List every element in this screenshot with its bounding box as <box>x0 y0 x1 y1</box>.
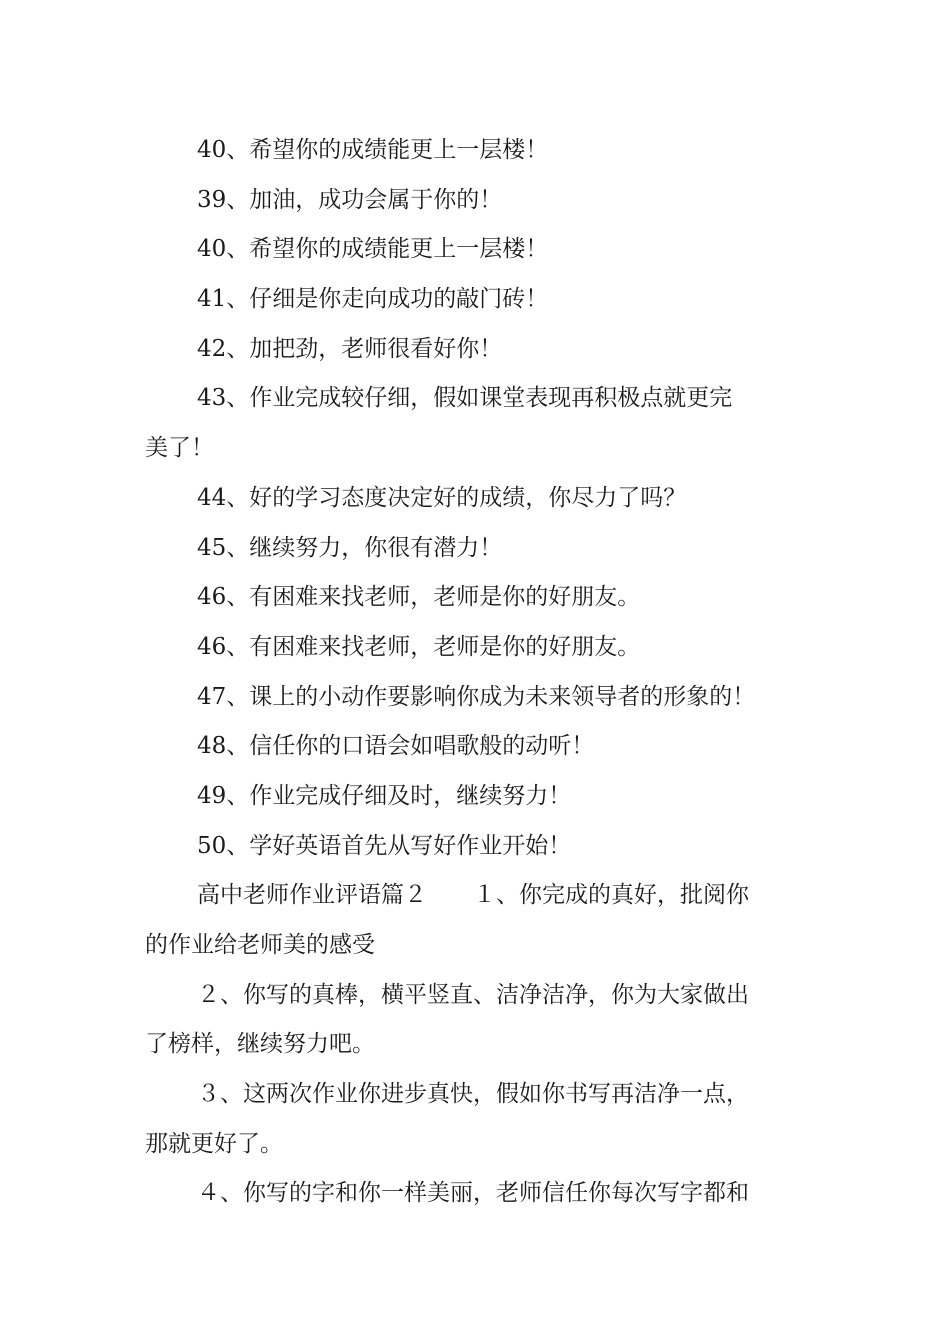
comment-line: 48、信任你的口语会如唱歌般的动听！ <box>197 733 595 760</box>
comment-line: 39、加油，成功会属于你的！ <box>197 186 503 213</box>
comment-line: 47、课上的小动作要影响你成为未来领导者的形象的！ <box>197 683 756 710</box>
comment-line: 45、继续努力，你很有潜力！ <box>197 534 503 561</box>
comment-line: ２、你写的真棒，横平竖直、洁净洁净，你为大家做出 <box>197 981 749 1008</box>
comment-line: 44、好的学习态度决定好的成绩，你尽力了吗？ <box>197 484 687 511</box>
comment-line: 50、学好英语首先从写好作业开始！ <box>197 832 572 859</box>
section-heading-line: 高中老师作业评语篇２ １、你完成的真好，批阅你 <box>197 882 749 909</box>
document-body <box>145 126 815 1219</box>
comment-line: 40、希望你的成绩能更上一层楼！ <box>197 137 549 163</box>
comment-line: ３、这两次作业你进步真快，假如你书写再洁净一点， <box>197 1081 749 1108</box>
comment-line: 40、希望你的成绩能更上一层楼！ <box>197 236 549 263</box>
comment-line-continuation: 的作业给老师美的感受 <box>145 932 375 958</box>
comment-line: ４、你写的字和你一样美丽，老师信任你每次写字都和 <box>197 1180 749 1207</box>
comment-line: 41、仔细是你走向成功的敲门砖！ <box>197 286 549 313</box>
comment-line: 46、有困难来找老师，老师是你的好朋友。 <box>197 584 641 611</box>
comment-line: 43、作业完成较仔细，假如课堂表现再积极点就更完 <box>197 385 733 412</box>
comment-line: 42、加把劲，老师很看好你！ <box>197 335 503 362</box>
comment-line-continuation: 美了！ <box>145 435 214 462</box>
comment-line-continuation: 了榜样，继续努力吧。 <box>145 1031 375 1058</box>
comment-line: 49、作业完成仔细及时，继续努力！ <box>197 782 572 809</box>
comment-line: 46、有困难来找老师，老师是你的好朋友。 <box>197 633 641 660</box>
comment-line-continuation: 那就更好了。 <box>145 1130 283 1157</box>
